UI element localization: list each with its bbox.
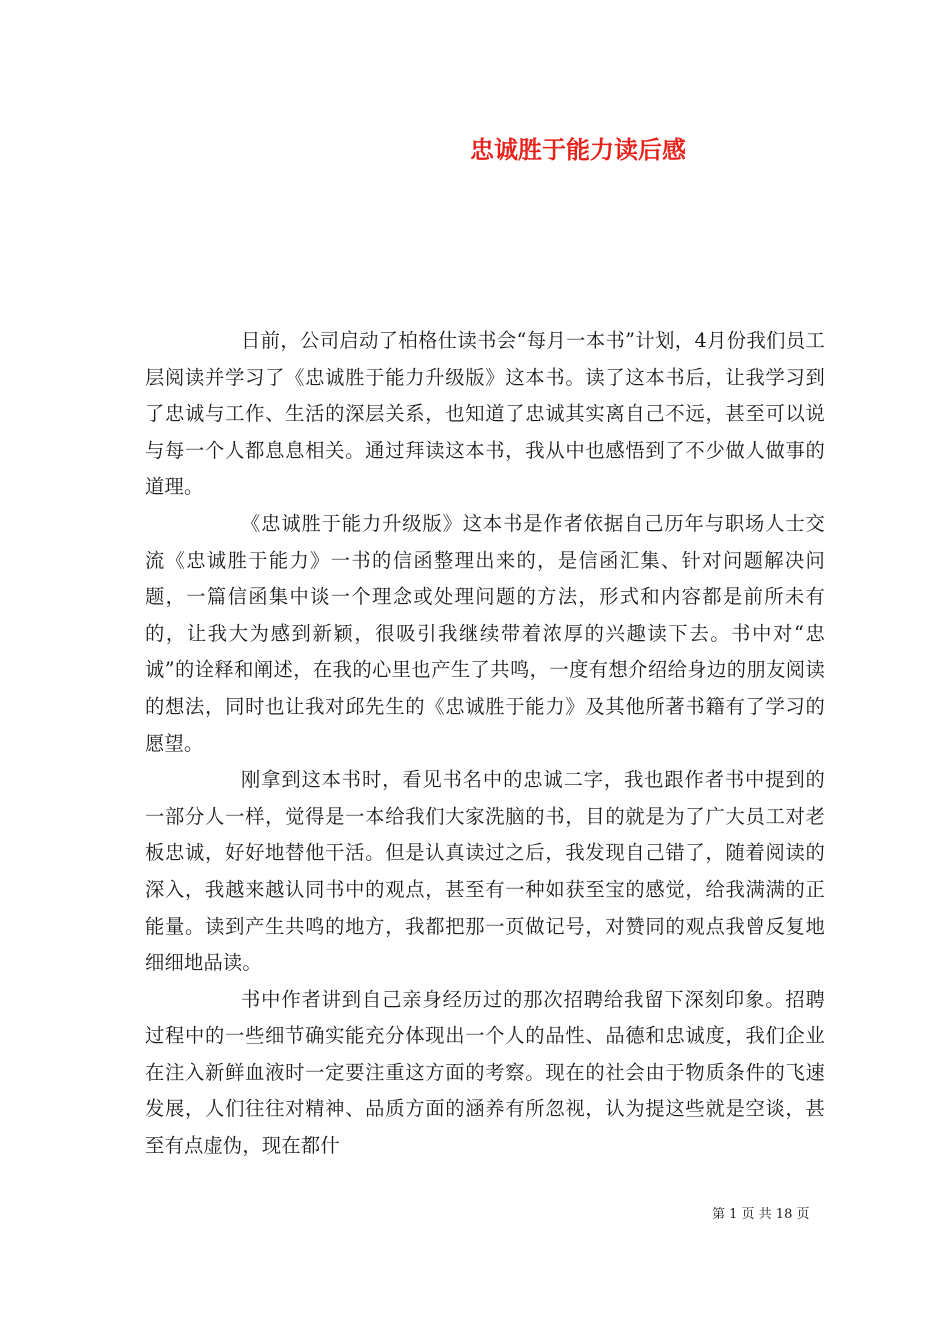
page-title: 忠诚胜于能力读后感	[470, 135, 686, 164]
paragraph-2: 《忠诚胜于能力升级版》这本书是作者依据自己历年与职场人士交流《忠诚胜于能力》一书的信函整理出来的，是信函汇集、针对问题解决问题，一篇信函集中谈一个理念或处理问题的方法，形式和内容都是前所未有的，让我大为感到新颖，很吸引我继续带着浓厚的兴趣读下去。书中对“忠诚”的诠释和阐述，在我的心里也产生了共鸣，一度有想介绍给身边的朋友阅读的想法，同时也让我对邱先生的《忠诚胜于能力》及其他所著书籍有了学习的愿望。	[145, 511, 825, 755]
page-number-footer: 第 1 页 共 18 页	[712, 1207, 810, 1222]
document-body	[145, 323, 825, 1165]
paragraph-3: 刚拿到这本书时，看见书名中的忠诚二字，我也跟作者书中提到的一部分人一样，觉得是一本给我们大家洗脑的书，目的就是为了广大员工对老板忠诚，好好地替他干活。但是认真读过之后，我发现自己错了，随着阅读的深入，我越来越认同书中的观点，甚至有一种如获至宝的感觉，给我满满的正能量。读到产生共鸣的地方，我都把那一页做记号，对赞同的观点我曾反复地细细地品读。	[145, 768, 825, 975]
paragraph-4: 书中作者讲到自己亲身经历过的那次招聘给我留下深刻印象。招聘过程中的一些细节确实能充分体现出一个人的品性、品德和忠诚度，我们企业在注入新鲜血液时一定要注重这方面的考察。现在的社会由于物质条件的飞速发展，人们往往对精神、品质方面的涵养有所忽视，认为提这些就是空谈，甚至有点虚伪，现在都什	[145, 987, 825, 1158]
paragraph-1: 日前，公司启动了柏格仕读书会“每月一本书”计划，4月份我们员工层阅读并学习了《忠诚胜于能力升级版》这本书。读了这本书后，让我学习到了忠诚与工作、生活的深层关系，也知道了忠诚其实离自己不远，甚至可以说与每一个人都息息相关。通过拜读这本书，我从中也感悟到了不少做人做事的道理。	[145, 329, 825, 499]
